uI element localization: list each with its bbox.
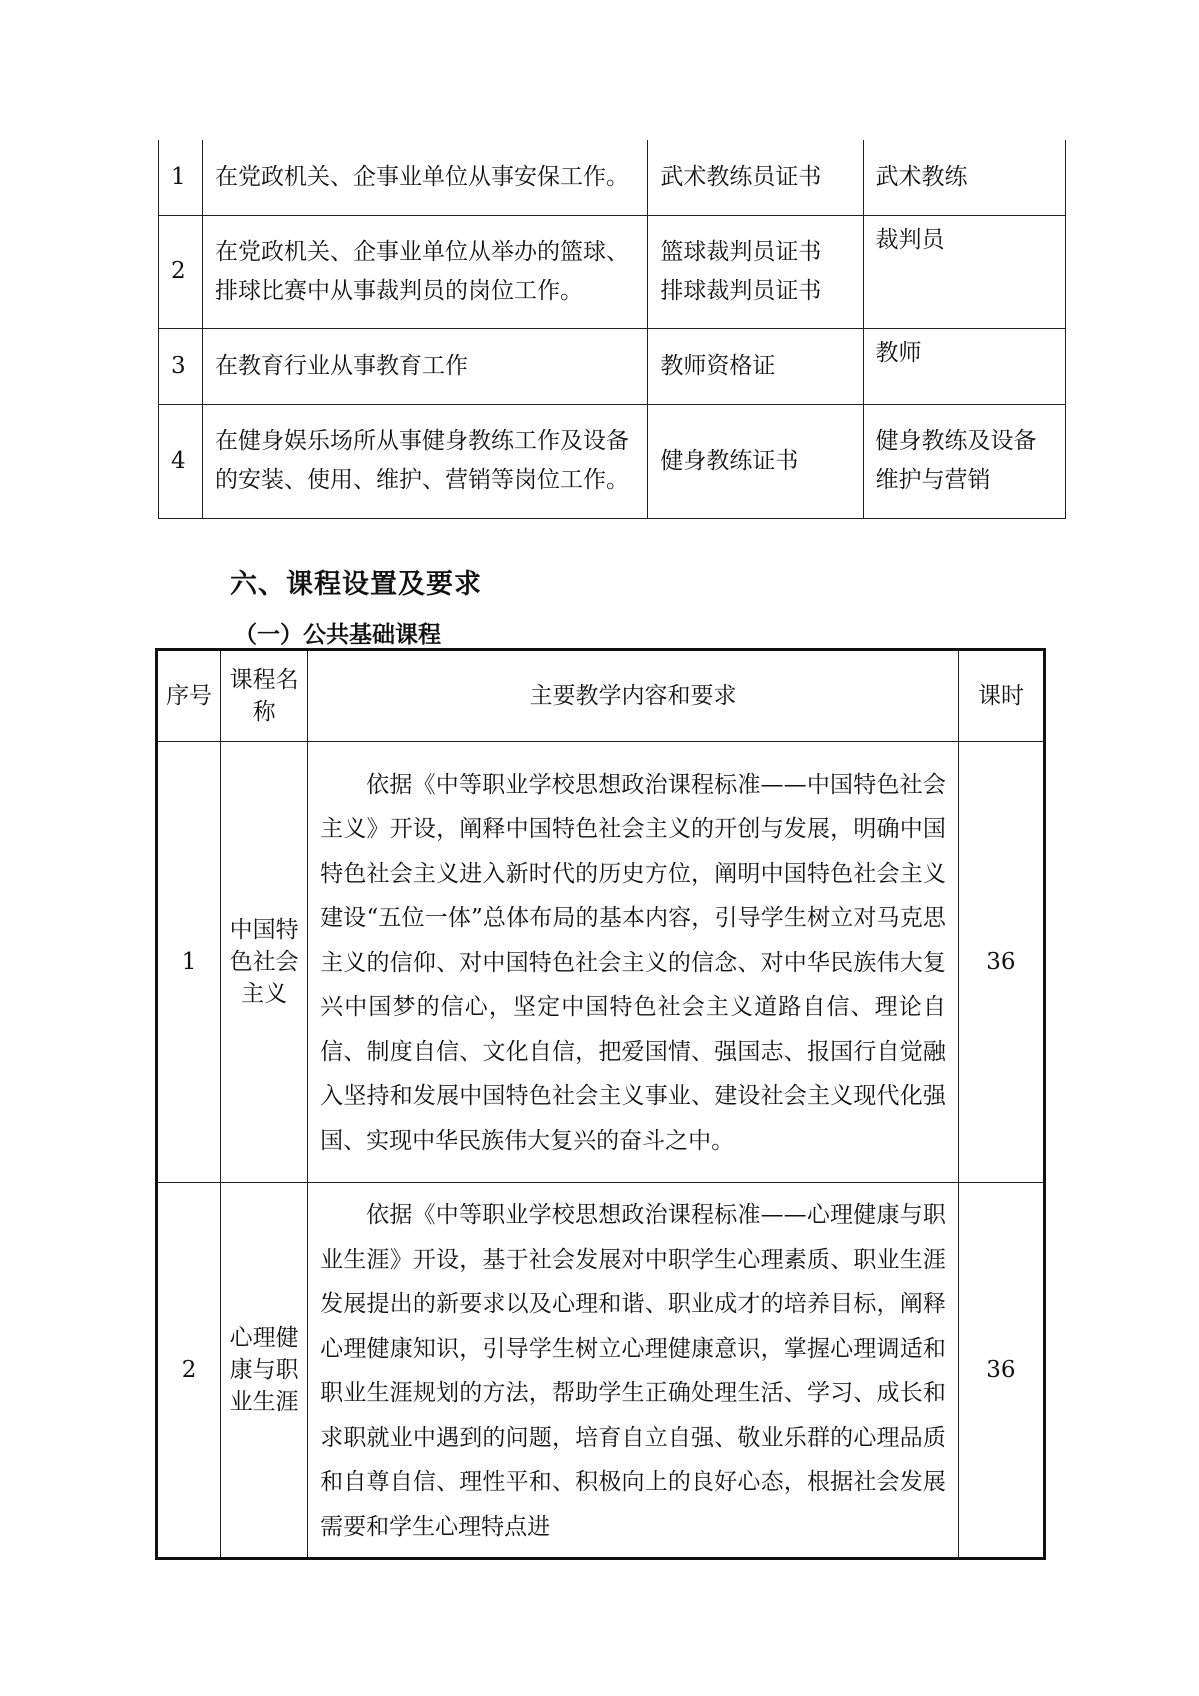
table-row: [159, 140, 1066, 215]
course-hours: 36: [958, 742, 1044, 1183]
header-course-name: 课程名称: [221, 650, 308, 742]
job-position: 在教育行业从事教育工作: [202, 328, 647, 404]
table-row: [159, 328, 1066, 404]
career-direction: 武术教练: [863, 140, 1065, 215]
course-number: 2: [157, 1183, 221, 1559]
career-certificate-table: [158, 140, 1066, 519]
course-content: [308, 742, 959, 1183]
certificate: 武术教练员证书: [648, 140, 863, 215]
job-position: 在党政机关、企事业单位从举办的篮球、排球比赛中从事裁判员的岗位工作。: [202, 215, 647, 328]
row-number: 1: [159, 140, 203, 215]
row-number: 2: [159, 215, 203, 328]
job-position: 在健身娱乐场所从事健身教练工作及设备的安装、使用、维护、营销等岗位工作。: [202, 404, 647, 518]
header-number: 序号: [157, 650, 221, 742]
public-course-table: [155, 648, 1046, 1560]
table-row: [157, 1183, 1045, 1559]
certificate-item: 篮球裁判员证书: [660, 238, 822, 265]
subsection-title: （一）公共基础课程: [234, 622, 441, 648]
career-direction: 裁判员: [863, 215, 1065, 328]
course-number: 1: [157, 742, 221, 1183]
course-hours: 36: [958, 1183, 1044, 1559]
certificate: 教师资格证: [648, 328, 863, 404]
table-row: [159, 404, 1066, 518]
row-number: 3: [159, 328, 203, 404]
course-content-text: 依据《中等职业学校思想政治课程标准——中国特色社会主义》开设，阐释中国特色社会主义的开创与发展，明确中国特色社会主义进入新时代的历史方位，阐明中国特色社会主义建设“五位一体”总体布局的基本内容，引导学生树立对马克思主义的信仰、对中国特色社会主义的信念、对中华民族伟大复兴中国梦的信心，坚定中国特色社会主义道路自信、理论自信、制度自信、文化自信，把爱国情、强国志、报国行自觉融入坚持和发展中国特色社会主义事业、建设社会主义现代化强国、实现中华民族伟大复兴的奋斗之中。: [320, 771, 946, 1154]
certificate-item: 排球裁判员证书: [660, 277, 822, 304]
table-row: [159, 215, 1066, 328]
certificate: [648, 215, 863, 328]
section-title: 六、课程设置及要求: [230, 569, 482, 600]
career-direction: 健身教练及设备维护与营销: [863, 404, 1065, 518]
table-header-row: [157, 650, 1045, 742]
course-name: 心理健康与职业生涯: [221, 1183, 308, 1559]
row-number: 4: [159, 404, 203, 518]
header-content: 主要教学内容和要求: [308, 650, 959, 742]
career-direction: 教师: [863, 328, 1065, 404]
certificate: 健身教练证书: [648, 404, 863, 518]
table-row: [157, 742, 1045, 1183]
job-position: 在党政机关、企事业单位从事安保工作。: [202, 140, 647, 215]
course-content: [308, 1183, 959, 1559]
header-hours: 课时: [958, 650, 1044, 742]
course-name: 中国特色社会主义: [221, 742, 308, 1183]
course-content-text: 依据《中等职业学校思想政治课程标准——心理健康与职业生涯》开设，基于社会发展对中职学生心理素质、职业生涯发展提出的新要求以及心理和谐、职业成才的培养目标，阐释心理健康知识，引导学生树立心理健康意识，掌握心理调适和职业生涯规划的方法，帮助学生正确处理生活、学习、成长和求职就业中遇到的问题，培育自立自强、敬业乐群的心理品质和自尊自信、理性平和、积极向上的良好心态，根据社会发展需要和学生心理特点进: [320, 1202, 946, 1540]
